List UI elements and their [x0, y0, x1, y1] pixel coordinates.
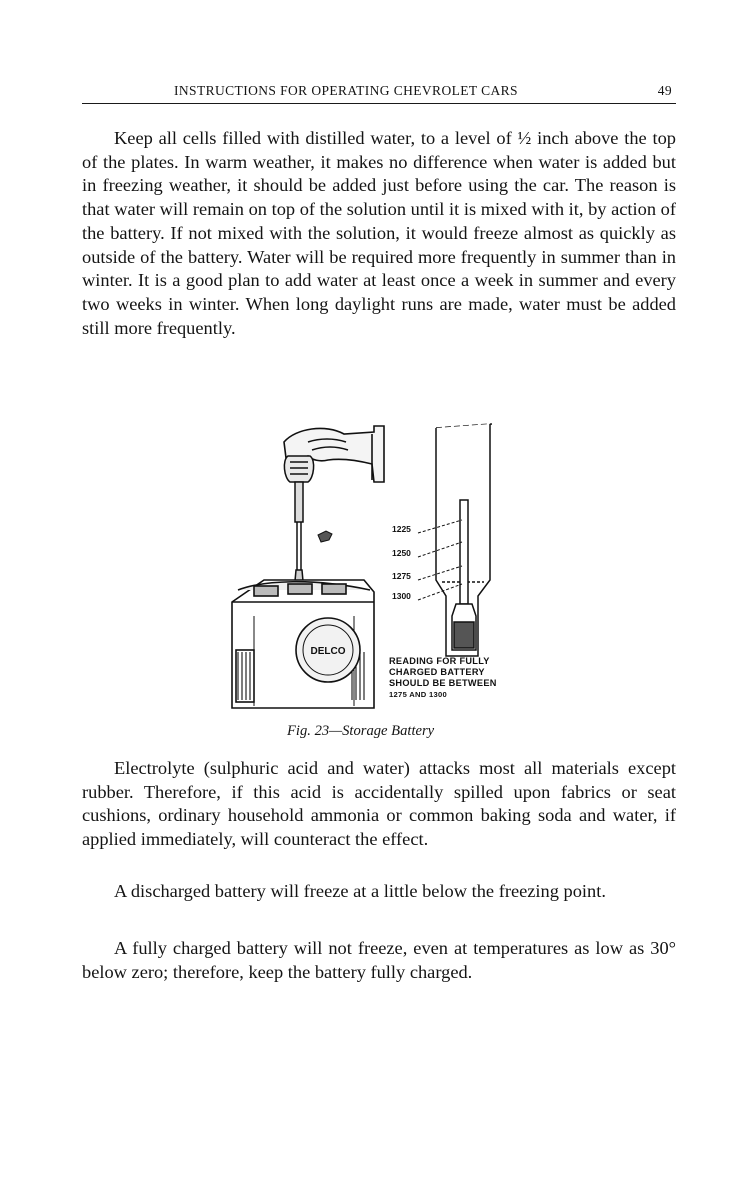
reading-line: SHOULD BE BETWEEN — [389, 678, 497, 688]
figure-caption: Fig. 23—Storage Battery — [287, 723, 435, 739]
battery-case — [232, 580, 374, 708]
scale-label-1250: 1250 — [392, 548, 411, 558]
paragraph-discharged-battery: A discharged battery will freeze at a little below the freezing point. — [114, 881, 606, 901]
battery-brand-label: DELCO — [310, 646, 346, 657]
scale-label-1225: 1225 — [392, 524, 411, 534]
hydrometer-tube — [436, 424, 492, 656]
vent-cap — [318, 531, 332, 542]
reading-line: CHARGED BATTERY — [389, 667, 485, 677]
reading-line: 1275 AND 1300 — [389, 690, 448, 699]
running-header — [82, 81, 676, 101]
header-rule — [82, 103, 676, 104]
reading-line: READING FOR FULLY — [389, 656, 490, 666]
page-number: 49 — [657, 83, 672, 98]
hydrometer-syringe — [284, 456, 313, 592]
paragraph-electrolyte: Electrolyte (sulphuric acid and water) attacks most all materials except rubber. Therefore, if this acid is accidentally spilled upon fabrics or seat cushions, ordinary household ammonia or common baking soda and water, if applied immediately, will counteract the effect. — [82, 758, 676, 850]
running-title: INSTRUCTIONS FOR OPERATING CHEVROLET CARS — [174, 83, 518, 98]
reading-note — [389, 656, 497, 700]
paragraph-distilled-water: Keep all cells filled with distilled water, to a level of ½ inch above the top of the plates. In warm weather, it makes no difference when water is added but in freezing weather, it should be added just before using the car. The reason is that water will remain on top of the solution until it is mixed with it, by action of the battery. If not mixed with the solution, it would freeze almost as quickly as outside of the battery. Water will be required more frequently in summer than in winter. It is a good plan to add water at least once a week in summer and every two weeks in winter. When long daylight runs are made, water must be added still more frequently. — [82, 128, 676, 338]
scale-label-1300: 1300 — [392, 591, 411, 601]
storage-battery-figure — [224, 420, 544, 720]
paragraph-charged-battery: A fully charged battery will not freeze, even at temperatures as low as 30° below zero; therefore, keep the battery fully charged. — [82, 938, 676, 982]
scale-label-1275: 1275 — [392, 571, 411, 581]
